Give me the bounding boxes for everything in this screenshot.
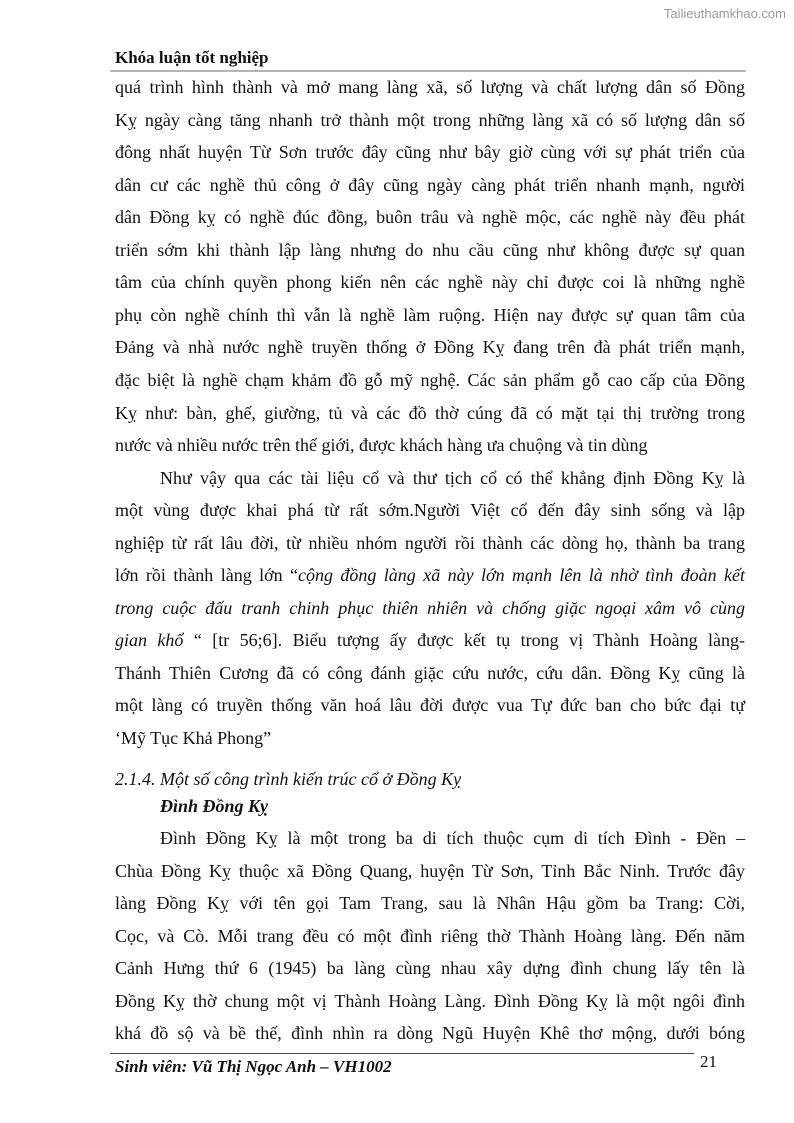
text-segment: Cảnh Hưng thứ 6 (1945) ba làng cùng nhau xây dựng đình chung lấy tên là	[115, 958, 745, 979]
text-segment: ‘Mỹ Tục Khả Phong”	[115, 728, 272, 748]
text-segment: Kỵ ngày càng tăng nhanh trở thành một trong những làng xã có số lượng dân số	[115, 109, 745, 130]
text-segment: làng Đồng Kỵ với tên gọi Tam Trang, sau là Nhân Hậu gồm ba Trang: Cời,	[115, 893, 745, 914]
footer-student: Sinh viên: Vũ Thị Ngọc Anh – VH1002	[115, 1057, 392, 1076]
text-line	[115, 434, 745, 456]
text-segment: “ [tr 56;6]. Biểu tượng ấy được kết tụ trong vị Thành Hoàng làng-	[183, 630, 745, 651]
text-line	[115, 727, 745, 749]
text-line	[115, 402, 745, 424]
text-segment: Cọc, và Cò. Mỗi trang đều có một đình riêng thờ Thành Hoàng làng. Đến năm	[115, 925, 745, 946]
quote-text: gian khổ	[115, 630, 184, 651]
watermark: Tailieuthamkhao.com	[663, 6, 786, 21]
text-line	[115, 597, 745, 619]
subsection-heading: Đình Đồng Kỵ	[160, 796, 269, 816]
text-line	[115, 990, 745, 1012]
text-segment: triển sớm khi thành lập làng nhưng do nhu cầu cũng như không được sự quan	[115, 239, 745, 260]
text-segment: Chùa Đồng Kỵ thuộc xã Đồng Quang, huyện Từ Sơn, Tỉnh Bắc Ninh. Trước đây	[115, 860, 745, 881]
text-line	[160, 827, 745, 849]
text-segment: dân cư các nghề thủ công ở đây cũng ngày càng phát triển nhanh mạnh, người	[115, 174, 745, 195]
text-line	[115, 662, 745, 684]
section-heading: 2.1.4. Một số công trình kiến trúc cổ ở Đồng Kỵ	[115, 769, 462, 789]
text-line	[115, 860, 745, 882]
text-segment: phụ còn nghề chính thì vẫn là nghề làm ruộng. Hiện nay được sự quan tâm của	[115, 304, 745, 325]
running-header: Khóa luận tốt nghiệp	[115, 48, 269, 67]
text-line	[115, 564, 745, 586]
text-line	[115, 694, 745, 716]
page-number: 21	[700, 1052, 717, 1071]
text-line	[115, 499, 745, 521]
text-line	[115, 336, 745, 358]
text-segment: dân Đồng kỵ có nghề đúc đồng, buôn trâu và nghề mộc, các nghề này đều phát	[115, 207, 745, 228]
header-rule	[110, 70, 746, 72]
text-line	[115, 925, 745, 947]
text-line	[115, 892, 745, 914]
text-segment: Kỵ như: bàn, ghế, giường, tủ và các đồ thờ cúng đã có mặt tại thị trường trong	[115, 402, 745, 423]
text-segment: khá đồ sộ và bề thế, đình nhìn ra dòng Ngũ Huyện Khê thơ mộng, dưới bóng	[115, 1023, 745, 1044]
text-segment: nước và nhiều nước trên thế giới, được khách hàng ưa chuộng và tin dùng	[115, 435, 648, 456]
text-segment: lớn rồi thành làng lớn “	[115, 565, 299, 586]
text-segment: đông nhất huyện Từ Sơn trước đây cũng như bây giờ cùng với sự phát triển của	[115, 142, 745, 163]
text-segment: một làng có truyền thống văn hoá lâu đời được vua Tự đức ban cho bức đại tự	[115, 695, 745, 716]
text-segment: nghiệp từ rất lâu đời, từ nhiều nhóm người rồi thành các dòng họ, thành ba trang	[115, 532, 745, 553]
text-segment: Thánh Thiên Cương đã có công đánh giặc cứu nước, cứu dân. Đồng Kỵ cũng là	[115, 662, 745, 683]
text-line	[115, 109, 745, 131]
text-line	[115, 532, 745, 554]
text-line	[115, 141, 745, 163]
text-segment: Đảng và nhà nước nghề truyền thống ở Đồng Kỵ đang trên đà phát triển mạnh,	[115, 337, 745, 358]
text-line	[115, 1022, 745, 1044]
text-segment: quá trình hình thành và mở mang làng xã, số lượng và chất lượng dân số Đồng	[115, 77, 745, 97]
text-segment: Đình Đồng Kỵ là một trong ba di tích thuộc cụm di tích Đình - Đền –	[160, 828, 745, 848]
footer-rule	[110, 1053, 694, 1054]
text-segment: Đồng Kỵ thờ chung một vị Thành Hoàng Làng. Đình Đồng Kỵ là một ngôi đình	[115, 990, 745, 1011]
text-segment: tâm của chính quyền phong kiến nên các nghề này chỉ được coi là những nghề	[115, 272, 745, 293]
text-line	[115, 239, 745, 261]
text-line	[160, 467, 745, 489]
text-line	[115, 957, 745, 979]
text-line	[115, 304, 745, 326]
text-line	[115, 174, 745, 196]
text-line	[115, 76, 745, 98]
text-segment: Như vậy qua các tài liệu cổ và thư tịch cổ có thể khẳng định Đồng Kỵ là	[160, 467, 745, 488]
quote-text: cộng đồng làng xã này lớn mạnh lên là nhờ tình đoàn kết	[298, 565, 745, 586]
text-segment: một vùng được khai phá từ rất sớm.Người Việt cổ đến đây sinh sống và lập	[115, 500, 745, 521]
text-line	[115, 629, 745, 651]
text-line	[115, 271, 745, 293]
text-line	[115, 206, 745, 228]
text-line	[115, 369, 745, 391]
text-segment: đặc biệt là nghề chạm khảm đồ gỗ mỹ nghệ. Các sản phẩm gỗ cao cấp của Đồng	[115, 369, 745, 390]
quote-text: trong cuộc đấu tranh chinh phục thiên nhiên và chống giặc ngoại xâm vô cùng	[115, 597, 745, 618]
